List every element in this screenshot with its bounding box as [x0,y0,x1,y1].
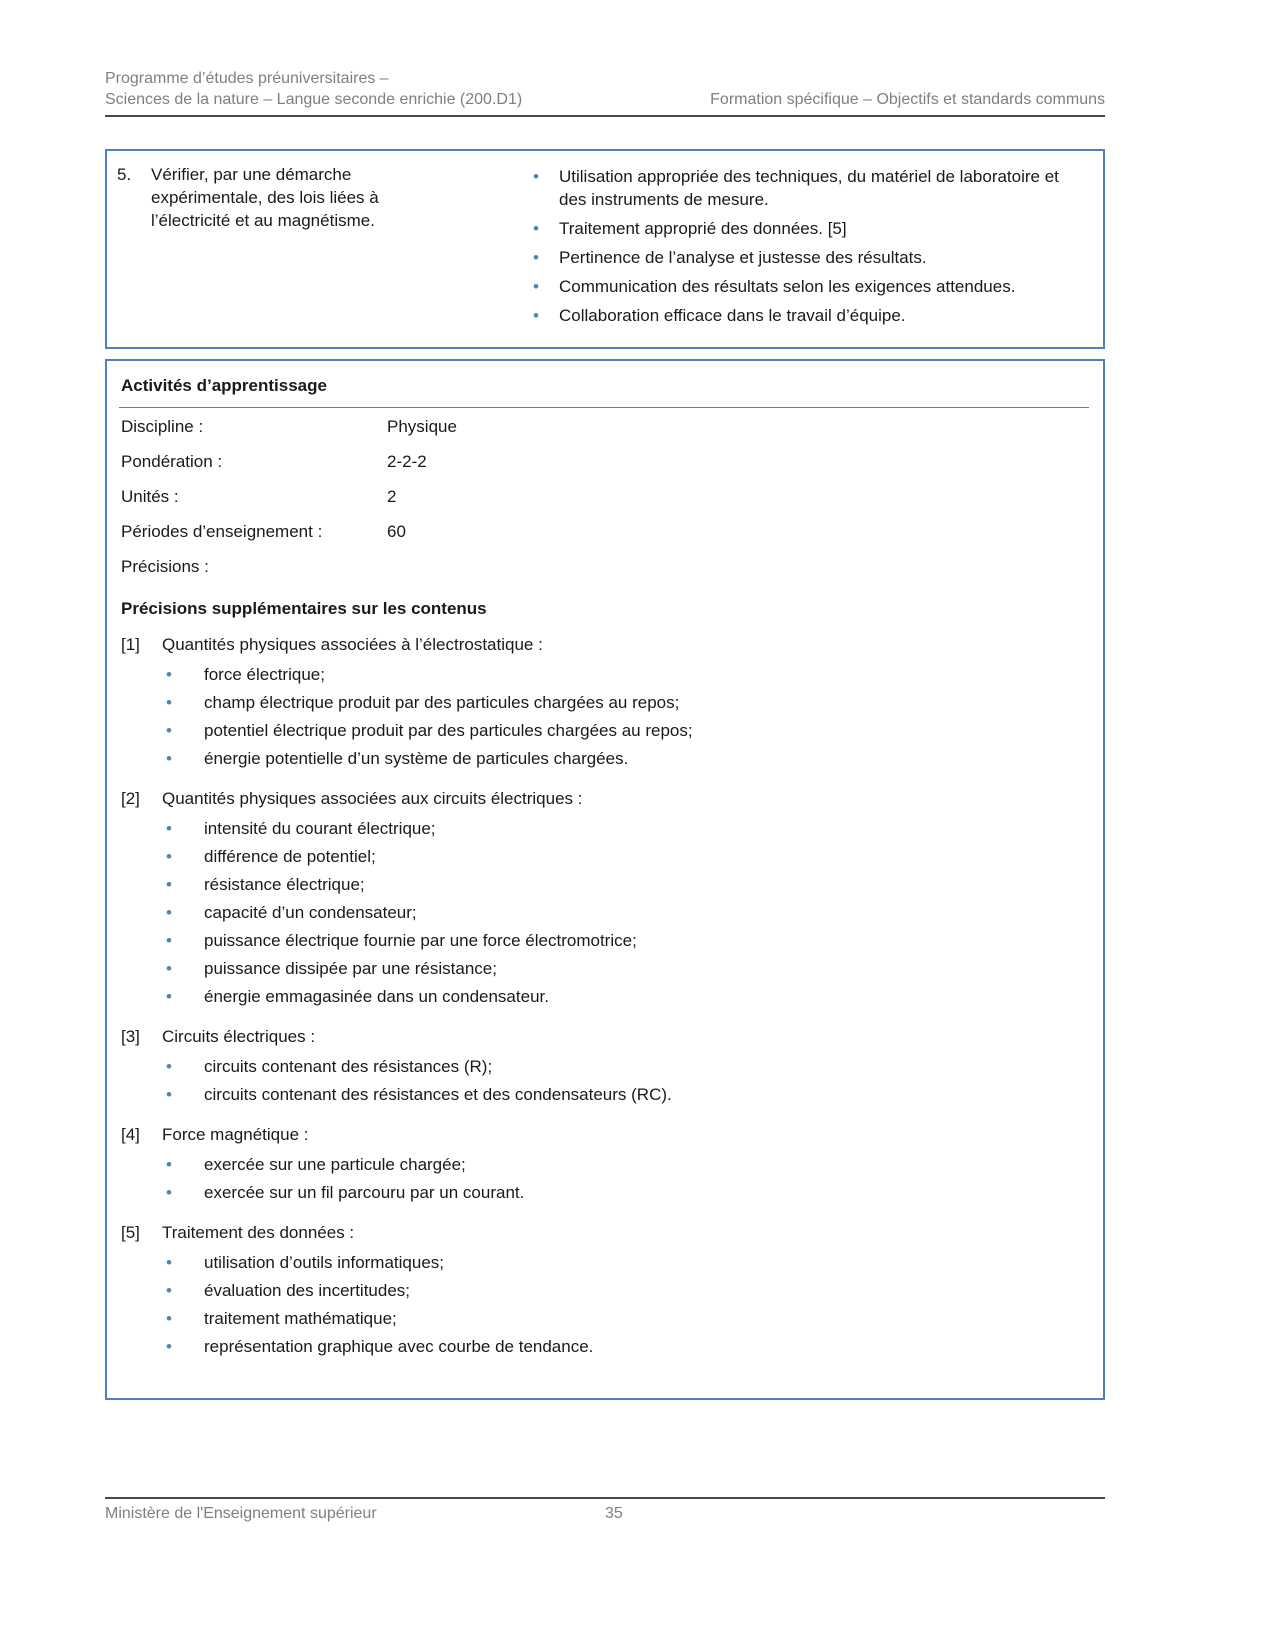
section-bullet-item [164,720,1089,742]
content-section [119,1124,1089,1204]
page-footer [105,1497,1105,1523]
field-label: Pondération : [121,452,223,471]
section-number: [3] [121,1027,140,1046]
content-section [119,788,1089,1008]
section-bullet-text: énergie emmagasinée dans un condensateur. [204,987,549,1006]
bullet-icon: • [533,167,539,186]
content-sections [119,634,1089,1358]
section-title: Traitement des données : [162,1223,355,1242]
objective-bullet-text: Communication des résultats selon les exigences attendues. [559,277,1016,296]
bullet-icon: • [166,1337,172,1356]
objective-box [105,149,1105,349]
section-bullet-text: intensité du courant électrique; [204,819,436,838]
activities-field-row [121,416,1089,438]
activities-title: Activités d’apprentissage [119,371,1089,408]
objective-bullet-item [527,217,1089,240]
section-bullet-item [164,930,1089,952]
section-bullet-item [164,1182,1089,1204]
section-bullet-text: différence de potentiel; [204,847,376,866]
field-label: Périodes d’enseignement : [121,522,323,541]
section-bullet-item [164,1308,1089,1330]
bullet-icon: • [166,903,172,922]
section-bullet-item [164,958,1089,980]
section-heading [121,1222,1089,1244]
field-label: Précisions : [121,557,209,576]
section-title: Quantités physiques associées à l’électrostatique : [162,635,543,654]
objective-number: 5. [117,165,132,184]
bullet-icon: • [166,819,172,838]
section-bullet-text: exercée sur un fil parcouru par un courant. [204,1183,525,1202]
section-bullet-text: exercée sur une particule chargée; [204,1155,466,1174]
field-value: 60 [387,522,406,541]
field-value: 2 [387,487,397,506]
content-section [119,634,1089,770]
section-bullet-item [164,748,1089,770]
footer-page-number: 35 [605,1505,623,1522]
section-bullet-item [164,986,1089,1008]
section-bullet-text: circuits contenant des résistances et des condensateurs (RC). [204,1085,672,1104]
bullet-icon: • [533,219,539,238]
bullet-icon: • [166,875,172,894]
activities-fields [119,416,1089,578]
objective-statement [117,163,517,333]
bullet-icon: • [533,277,539,296]
section-bullet-text: circuits contenant des résistances (R); [204,1057,493,1076]
field-value: Physique [387,417,457,436]
field-value: 2-2-2 [387,452,427,471]
section-title: Circuits électriques : [162,1027,316,1046]
activities-field-row [121,556,1089,578]
content-section [119,1222,1089,1358]
bullet-icon: • [166,1183,172,1202]
section-bullet-item [164,1252,1089,1274]
section-bullet-item [164,1336,1089,1358]
objective-bullet-item [527,165,1089,211]
content-section [119,1026,1089,1106]
section-bullet-item [164,1154,1089,1176]
section-bullet-text: utilisation d’outils informatiques; [204,1253,445,1272]
bullet-icon: • [166,1155,172,1174]
bullet-icon: • [166,1309,172,1328]
bullet-icon: • [166,847,172,866]
header-line1: Programme d’études préuniversitaires – [105,70,389,87]
section-number: [2] [121,789,140,808]
bullet-icon: • [533,306,539,325]
bullet-icon: • [166,931,172,950]
section-bullet-text: résistance électrique; [204,875,365,894]
section-bullet-text: capacité d’un condensateur; [204,903,417,922]
objective-bullet-item [527,304,1089,327]
activities-box [105,359,1105,1400]
field-value [387,556,1089,578]
section-bullet-item [164,1056,1089,1078]
section-heading [121,1026,1089,1048]
objective-bullet-text: Collaboration efficace dans le travail d’équipe. [559,306,906,325]
section-bullet-text: évaluation des incertitudes; [204,1281,411,1300]
objective-bullet-text: Utilisation appropriée des techniques, du matériel de laboratoire et des instruments de mesure. [559,167,1059,209]
section-title: Force magnétique : [162,1125,309,1144]
section-heading [121,634,1089,656]
bullet-icon: • [166,1085,172,1104]
bullet-icon: • [166,665,172,684]
section-bullet-item [164,818,1089,840]
objective-criteria-list [517,163,1089,333]
bullet-icon: • [166,959,172,978]
bullet-icon: • [533,248,539,267]
section-bullet-text: représentation graphique avec courbe de tendance. [204,1337,594,1356]
section-bullet-text: énergie potentielle d’un système de particules chargées. [204,749,629,768]
bullet-icon: • [166,987,172,1006]
field-label: Discipline : [121,417,204,436]
page-header [105,0,1105,117]
section-heading [121,1124,1089,1146]
bullet-icon: • [166,1057,172,1076]
bullet-icon: • [166,1253,172,1272]
section-bullet-item [164,1280,1089,1302]
section-bullet-item [164,692,1089,714]
objective-bullet-text: Pertinence de l’analyse et justesse des résultats. [559,248,927,267]
bullet-icon: • [166,1281,172,1300]
bullet-icon: • [166,693,172,712]
section-bullet-text: potentiel électrique produit par des particules chargées au repos; [204,721,693,740]
footer-ministry: Ministère de l'Enseignement supérieur [105,1505,377,1522]
section-title: Quantités physiques associées aux circuits électriques : [162,789,583,808]
section-bullet-text: puissance électrique fournie par une force électromotrice; [204,931,637,950]
bullet-icon: • [166,749,172,768]
section-bullet-text: force électrique; [204,665,325,684]
field-label: Unités : [121,487,179,506]
objective-bullet-item [527,246,1089,269]
activities-subtitle: Précisions supplémentaires sur les contenus [121,599,487,618]
section-number: [1] [121,635,140,654]
section-bullet-text: puissance dissipée par une résistance; [204,959,497,978]
header-line2-left: Sciences de la nature – Langue seconde enrichie (200.D1) [105,91,523,108]
objective-bullet-text: Traitement approprié des données. [5] [559,219,847,238]
bullet-icon: • [166,721,172,740]
objective-bullet-item [527,275,1089,298]
section-heading [121,788,1089,810]
section-number: [4] [121,1125,140,1144]
activities-field-row [121,486,1089,508]
section-bullet-text: champ électrique produit par des particules chargées au repos; [204,693,680,712]
objective-text: Vérifier, par une démarche expérimentale, des lois liées à l’électricité et au magnétisme. [151,165,379,230]
section-bullet-item [164,846,1089,868]
section-bullet-item [164,874,1089,896]
section-number: [5] [121,1223,140,1242]
activities-field-row [121,521,1089,543]
section-bullet-item [164,664,1089,686]
section-bullet-text: traitement mathématique; [204,1309,397,1328]
section-bullet-item [164,902,1089,924]
section-bullet-item [164,1084,1089,1106]
header-line2-right: Formation spécifique – Objectifs et standards communs [710,91,1105,108]
activities-field-row [121,451,1089,473]
